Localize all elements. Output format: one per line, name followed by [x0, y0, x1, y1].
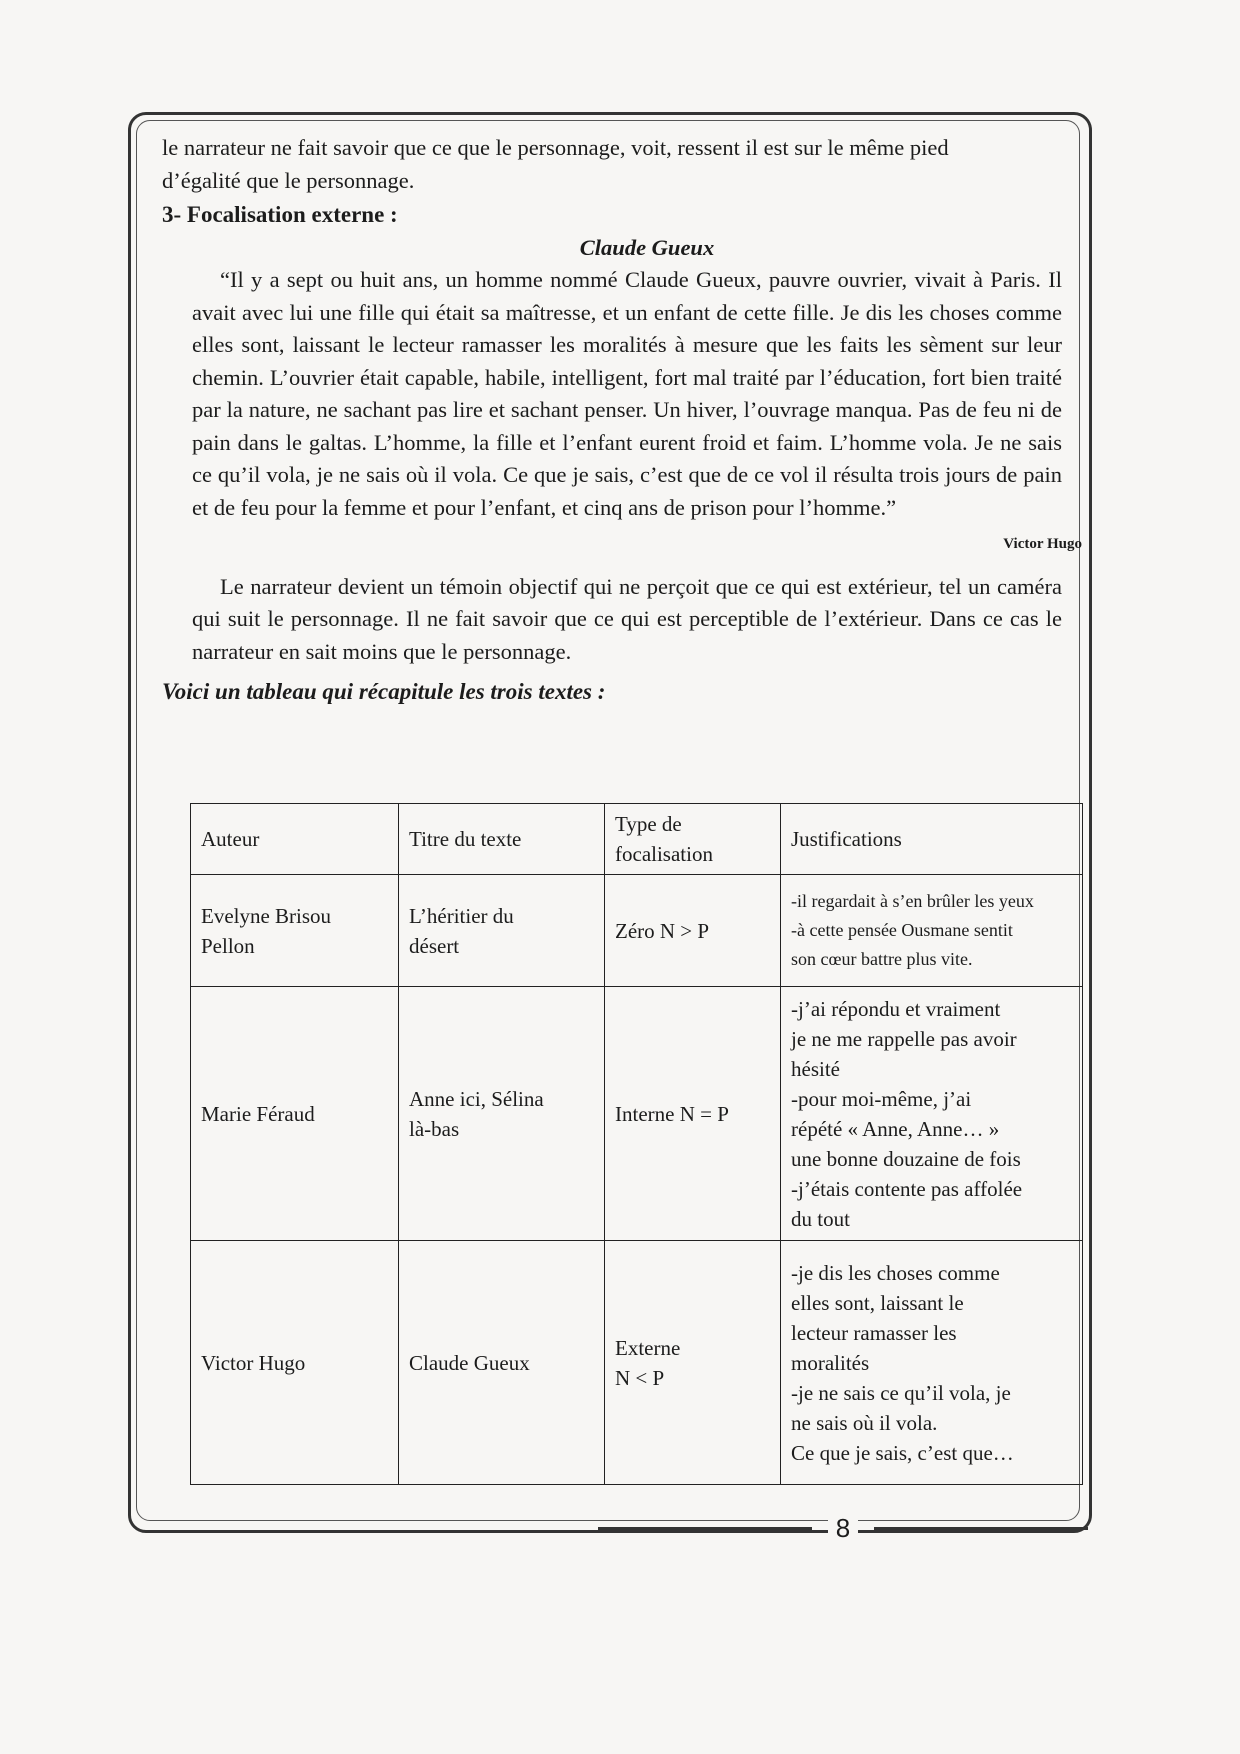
justif-line: son cœur battre plus vite. — [791, 949, 973, 969]
justif-line: -je ne sais ce qu’il vola, je — [791, 1380, 1011, 1405]
row-justif — [781, 987, 1083, 1241]
justif-line: elles sont, laissant le — [791, 1290, 964, 1315]
row-justif — [781, 1241, 1083, 1485]
table-row — [191, 987, 1083, 1241]
justif-line: lecteur ramasser les — [791, 1320, 957, 1345]
row-author — [191, 875, 399, 987]
justif-line: -je dis les choses comme — [791, 1260, 1000, 1285]
header-justif: Justifications — [781, 804, 1083, 875]
quote-author: Victor Hugo — [1003, 536, 1082, 552]
row-title — [399, 1241, 605, 1485]
row-type-line-1: Interne N = P — [615, 1101, 729, 1126]
row-title-line-2: là-bas — [409, 1116, 460, 1141]
justif-line: -il regardait à s’en brûler les yeux — [791, 891, 1034, 911]
intro-line-2: d’égalité que le personnage. — [162, 167, 415, 193]
row-title — [399, 987, 605, 1241]
summary-text: Le narrateur devient un témoin objectif qui ne perçoit que ce qui est extérieur, tel un caméra qui suit le personnage. Il ne fait savoir que ce qui est perceptible de l’extérieur. Dans ce cas le narrateur en sait moins que le personnage. — [192, 573, 1062, 664]
table-header-row — [191, 804, 1083, 875]
justif-line: -pour moi-même, j’ai — [791, 1086, 972, 1111]
justif-line: hésité — [791, 1056, 840, 1081]
justif-line: du tout — [791, 1206, 850, 1231]
row-title-line-2: désert — [409, 933, 460, 958]
quote-block — [162, 264, 1092, 524]
row-author-line-1: Victor Hugo — [201, 1350, 306, 1375]
justif-line: -j’ai répondu et vraiment — [791, 996, 1001, 1021]
header-type — [605, 804, 781, 875]
row-type-line-1: Externe — [615, 1335, 681, 1360]
row-type — [605, 987, 781, 1241]
footer-rule-left — [598, 1527, 812, 1530]
row-type — [605, 1241, 781, 1485]
row-type-line-2: N < P — [615, 1365, 665, 1390]
header-title: Titre du texte — [399, 804, 605, 875]
table-row — [191, 875, 1083, 987]
summary-table — [190, 803, 1083, 1485]
row-author-line-2: Pellon — [201, 933, 255, 958]
summary-block — [162, 571, 1092, 669]
justif-line: moralités — [791, 1350, 870, 1375]
quote-title: Claude Gueux — [579, 234, 715, 260]
intro-line-1: le narrateur ne fait savoir que ce que le personnage, voit, ressent il est sur le même pied — [162, 135, 949, 160]
page-footer — [128, 1508, 1092, 1548]
row-title-line-1: L’héritier du — [409, 903, 514, 928]
row-author — [191, 987, 399, 1241]
justif-line: -à cette pensée Ousmane sentit — [791, 920, 1013, 940]
header-type-line-1: Type de — [615, 812, 682, 836]
row-author-line-1: Evelyne Brisou — [201, 903, 332, 928]
row-title-line-1: Claude Gueux — [409, 1350, 530, 1375]
header-author: Auteur — [191, 804, 399, 875]
justif-line: je ne me rappelle pas avoir — [791, 1026, 1017, 1051]
justif-line: ne sais où il vola. — [791, 1410, 938, 1435]
footer-rule-right — [874, 1527, 1088, 1530]
quote-text: “Il y a sept ou huit ans, un homme nommé Claude Gueux, pauvre ouvrier, vivait à Paris. Il avait avec lui une fille qui était sa maîtresse, et un enfant de cette fille. Je dis les choses comme elles sont, laissant le lecteur ramasser les moralités à mesure que les faits les sèment sur leur chemin. L’ouvrier était capable, habile, intelligent, fort mal traité par l’éducation, fort bien traité par la nature, ne sachant pas lire et sachant penser. Un hiver, l’ouvrage manqua. Pas de feu ni de pain dans le galtas. L’homme, la fille et l’enfant eurent froid et faim. L’homme vola. Je ne sais ce qu’il vola, je ne sais où il vola. Ce que je sais, c’est que de ce vol il résulta trois jours de pain et de feu pour la femme et pour l’enfant, et cinq ans de prison pour l’homme.” — [192, 267, 1062, 520]
row-type-line-1: Zéro N > P — [615, 918, 710, 943]
row-title-line-1: Anne ici, Sélina — [409, 1086, 544, 1111]
page-number: 8 — [828, 1513, 858, 1544]
justif-line: répété « Anne, Anne… » — [791, 1116, 1000, 1141]
justif-line: Ce que je sais, c’est que… — [791, 1440, 1014, 1465]
section-heading: 3- Focalisation externe : — [162, 202, 398, 227]
row-type — [605, 875, 781, 987]
justif-line: une bonne douzaine de fois — [791, 1146, 1021, 1171]
justif-line: -j’étais contente pas affolée — [791, 1176, 1023, 1201]
row-title — [399, 875, 605, 987]
row-author-line-1: Marie Féraud — [201, 1101, 315, 1126]
table-row — [191, 1241, 1083, 1485]
row-author — [191, 1241, 399, 1485]
table-intro: Voici un tableau qui récapitule les trois textes : — [162, 679, 606, 704]
row-justif — [781, 875, 1083, 987]
header-type-line-2: focalisation — [615, 842, 713, 866]
page-content — [162, 132, 1092, 709]
intro-paragraph — [162, 132, 1092, 197]
